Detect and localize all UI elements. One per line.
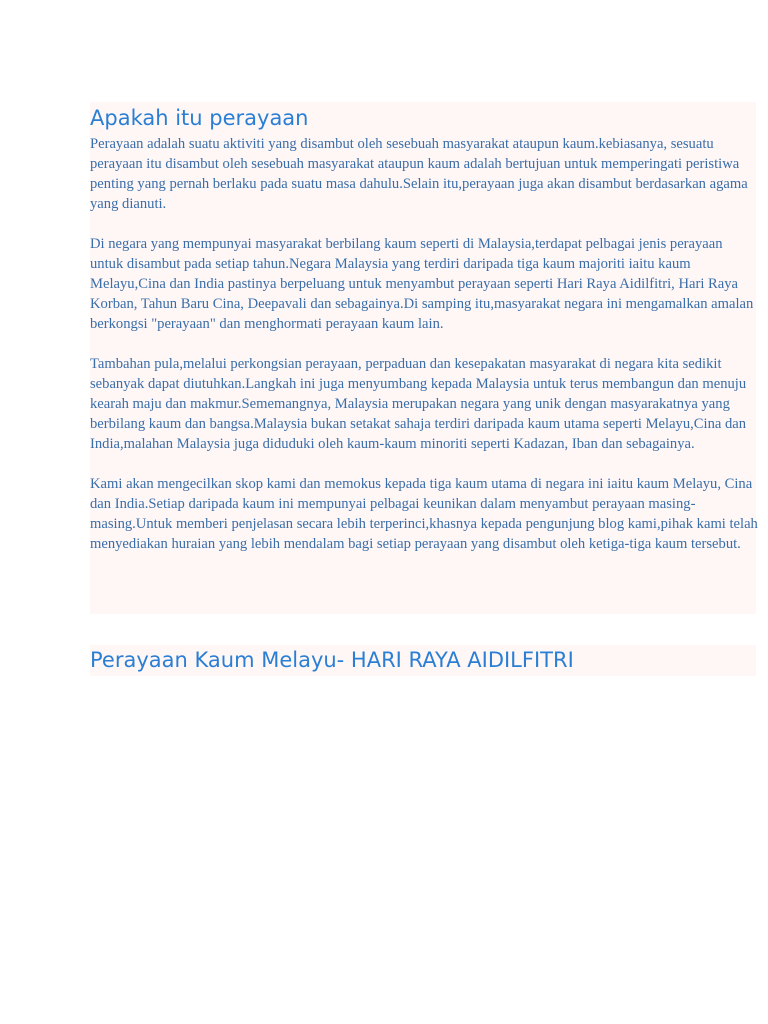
hari-raya-section [90, 645, 756, 676]
section-heading-2: Perayaan Kaum Melayu- HARI RAYA AIDILFITRI [90, 648, 574, 672]
section-body [90, 134, 758, 554]
intro-section [90, 102, 756, 614]
paragraph-4: Kami akan mengecilkan skop kami dan memokus kepada tiga kaum utama di negara ini iaitu kaum Melayu, Cina dan India.Setiap daripada kaum ini mempunyai pelbagai keunikan dalam menyambut perayaan masing-masing.Untuk memberi penjelasan secara lebih terperinci,khasnya kepada pengunjung blog kami,pihak kami telah menyediakan huraian yang lebih mendalam bagi setiap perayaan yang disambut oleh ketiga-tiga kaum tersebut. [90, 476, 758, 552]
paragraph-3: Tambahan pula,melalui perkongsian perayaan, perpaduan dan kesepakatan masyarakat di negara kita sedikit sebanyak dapat diutuhkan.Langkah ini juga menyumbang kepada Malaysia untuk terus membangun dan menuju kearah maju dan makmur.Sememangnya, Malaysia merupakan negara yang unik dengan masyarakatnya yang berbilang kaum dan bangsa.Malaysia bukan setakat sahaja terdiri daripada kaum utama seperti Melayu,Cina dan India,malahan Malaysia juga diduduki oleh kaum-kaum minoriti seperti Kadazan, Iban dan sebagainya. [90, 356, 747, 452]
section-heading: Apakah itu perayaan [90, 106, 309, 130]
paragraph-2: Di negara yang mempunyai masyarakat berbilang kaum seperti di Malaysia,terdapat pelbagai jenis perayaan untuk disambut pada setiap tahun.Negara Malaysia yang terdiri daripada tiga kaum majoriti iaitu kaum Melayu,Cina dan India pastinya berpeluang untuk menyambut perayaan seperti Hari Raya Aidilfitri, Hari Raya Korban, Tahun Baru Cina, Deepavali dan sebagainya.Di samping itu,masyarakat negara ini mengamalkan amalan berkongsi "perayaan" dan menghormati perayaan kaum lain. [90, 236, 754, 332]
paragraph-1: Perayaan adalah suatu aktiviti yang disambut oleh sesebuah masyarakat ataupun kaum.kebiasanya, sesuatu perayaan itu disambut oleh sesebuah masyarakat ataupun kaum adalah bertujuan untuk memperingati peristiwa penting yang pernah berlaku pada suatu masa dahulu.Selain itu,perayaan juga akan disambut berdasarkan agama yang dianuti. [90, 136, 748, 212]
